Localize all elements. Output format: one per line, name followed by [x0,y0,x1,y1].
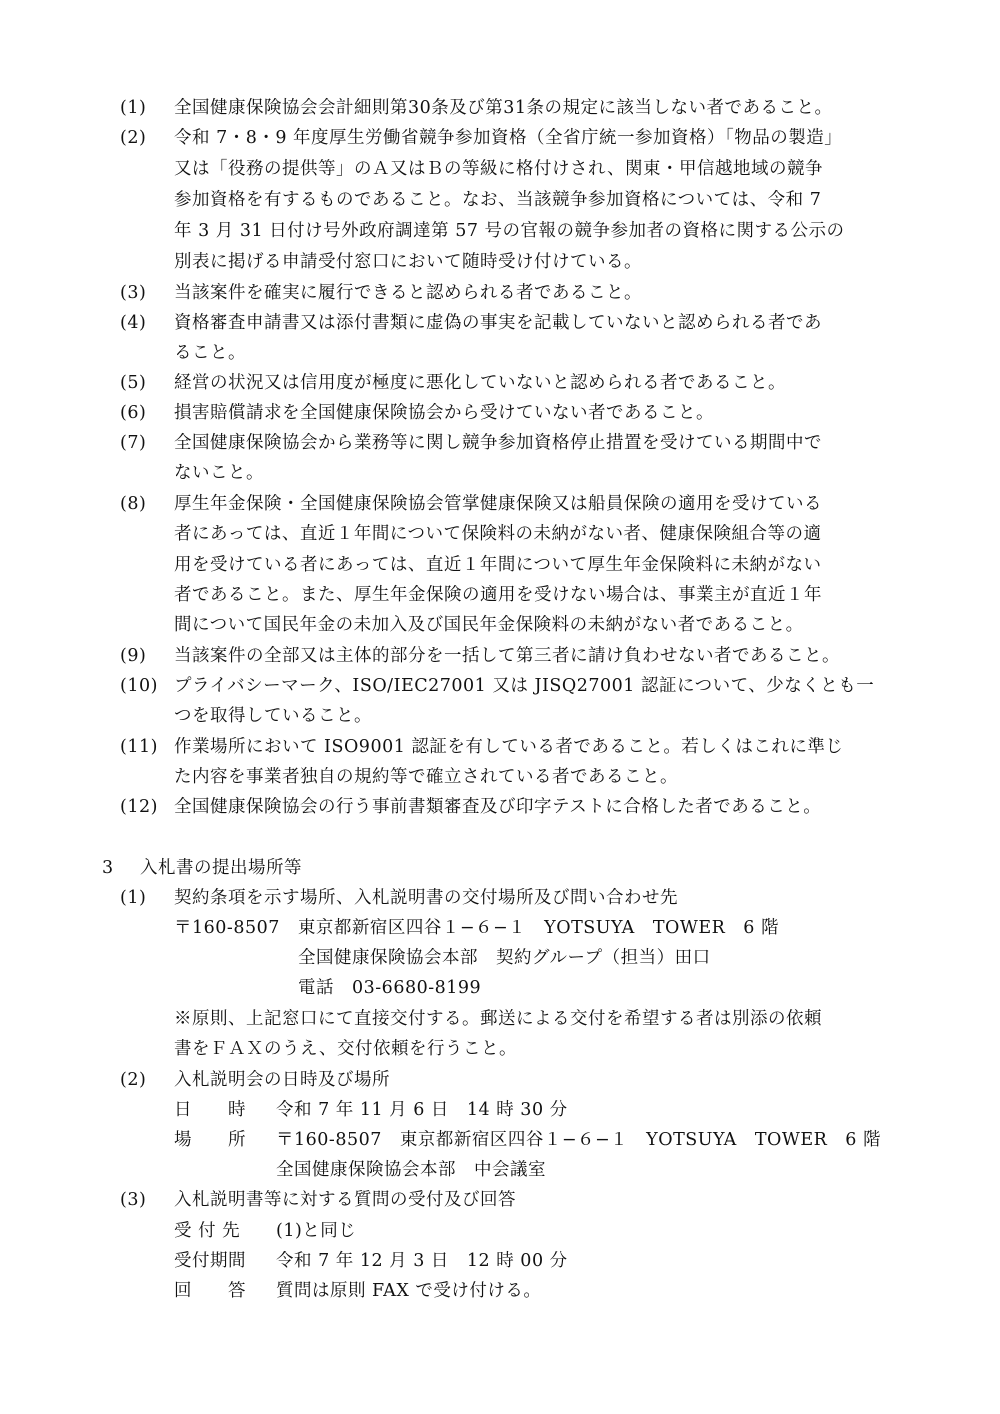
item-text: 又は「役務の提供等」のＡ又はＢの等級に格付けされ、関東・甲信越地域の競争 [174,159,824,179]
item-number: (9) [120,646,147,666]
item-number: (2) [120,128,147,148]
place-label: 場 所 [174,1130,246,1150]
item-number: (4) [120,313,147,333]
item-number: (7) [120,433,147,453]
item-text: 経営の状況又は信用度が極度に悪化していないと認められる者であること。 [174,373,786,393]
date-label: 日 時 [174,1100,246,1120]
item-text: 用を受けている者にあっては、直近１年間について厚生年金保険料に未納がない [174,555,822,575]
item-text: 全国健康保険協会会計細則第30条及び第31条の規定に該当しない者であること。 [174,98,833,118]
date-value: 令和 7 年 11 月 6 日 14 時 30 分 [276,1100,568,1120]
item-text: 全国健康保険協会から業務等に関し競争参加資格停止措置を受けている期間中で [174,433,822,453]
item-text: 作業場所において ISO9001 認証を有している者であること。若しくはこれに準じ [174,737,844,757]
subsection-title: 入札説明書等に対する質問の受付及び回答 [174,1190,516,1210]
item-text: 厚生年金保険・全国健康保険協会管掌健康保険又は船員保険の適用を受けている [174,494,822,514]
place-value: 〒160-8507 東京都新宿区四谷１−６−１ YOTSUYA TOWER 6 階 [276,1130,881,1150]
item-text: 資格審査申請書又は添付書類に虚偽の事実を記載していないと認められる者であ [174,313,822,333]
item-text: 当該案件を確実に履行できると認められる者であること。 [174,283,642,303]
subsection-number: (3) [120,1190,147,1210]
item-text: 年 3 月 31 日付け号外政府調達第 57 号の官報の競争参加者の資格に関する公示の [174,221,845,241]
answer-value: 質問は原則 FAX で受け付ける。 [276,1281,542,1301]
item-text: プライバシーマーク、ISO/IEC27001 又は JISQ27001 認証について、少なくとも一 [174,676,875,696]
subsection-title: 入札説明会の日時及び場所 [174,1070,390,1090]
item-text: 者にあっては、直近１年間について保険料の未納がない者、健康保険組合等の適 [174,524,822,544]
item-text: 参加資格を有するものであること。なお、当該競争参加資格については、令和 7 [174,190,822,210]
item-number: (10) [120,676,158,696]
item-text: た内容を事業者独自の規約等で確立されている者であること。 [174,767,678,787]
answer-label: 回 答 [174,1281,246,1301]
contact-organization: 全国健康保険協会本部 契約グループ（担当）田口 [298,948,711,968]
item-number: (8) [120,494,147,514]
item-number: (11) [120,737,158,757]
section-title: 入札書の提出場所等 [140,858,302,878]
item-number: (6) [120,403,147,423]
subsection-number: (1) [120,888,147,908]
note-text: ※原則、上記窓口にて直接交付する。郵送による交付を希望する者は別添の依頼 [174,1009,822,1029]
subsection-number: (2) [120,1070,147,1090]
item-text: 令和 7・8・9 年度厚生労働省競争参加資格（全省庁統一参加資格）「物品の製造」 [174,128,843,148]
item-number: (1) [120,98,147,118]
item-text: 者であること。また、厚生年金保険の適用を受けない場合は、事業主が直近１年 [174,585,822,605]
receiver-label: 受 付 先 [174,1221,241,1241]
item-number: (5) [120,373,147,393]
contact-phone: 電話 03-6680-8199 [298,978,482,998]
item-text: 損害賠償請求を全国健康保険協会から受けていない者であること。 [174,403,714,423]
note-text: 書をＦＡＸのうえ、交付依頼を行うこと。 [174,1039,518,1059]
item-number: (12) [120,797,158,817]
item-number: (3) [120,283,147,303]
item-text: 全国健康保険協会の行う事前書類審査及び印字テストに合格した者であること。 [174,797,822,817]
place-value-room: 全国健康保険協会本部 中会議室 [276,1160,546,1180]
subsection-title: 契約条項を示す場所、入札説明書の交付場所及び問い合わせ先 [174,888,678,908]
item-text: 別表に掲げる申請受付窓口において随時受け付けている。 [174,252,642,272]
item-text: 間について国民年金の未加入及び国民年金保険料の未納がない者であること。 [174,615,804,635]
item-text: つを取得していること。 [174,706,372,726]
item-text: ること。 [174,343,246,363]
item-text: 当該案件の全部又は主体的部分を一括して第三者に請け負わせない者であること。 [174,646,840,666]
period-value: 令和 7 年 12 月 3 日 12 時 00 分 [276,1251,568,1271]
contact-address: 〒160-8507 東京都新宿区四谷１−６−１ YOTSUYA TOWER 6 階 [174,918,779,938]
item-text: ないこと。 [174,463,264,483]
section-number: 3 [102,858,114,878]
receiver-value: (1)と同じ [276,1221,357,1241]
period-label: 受付期間 [174,1251,246,1271]
